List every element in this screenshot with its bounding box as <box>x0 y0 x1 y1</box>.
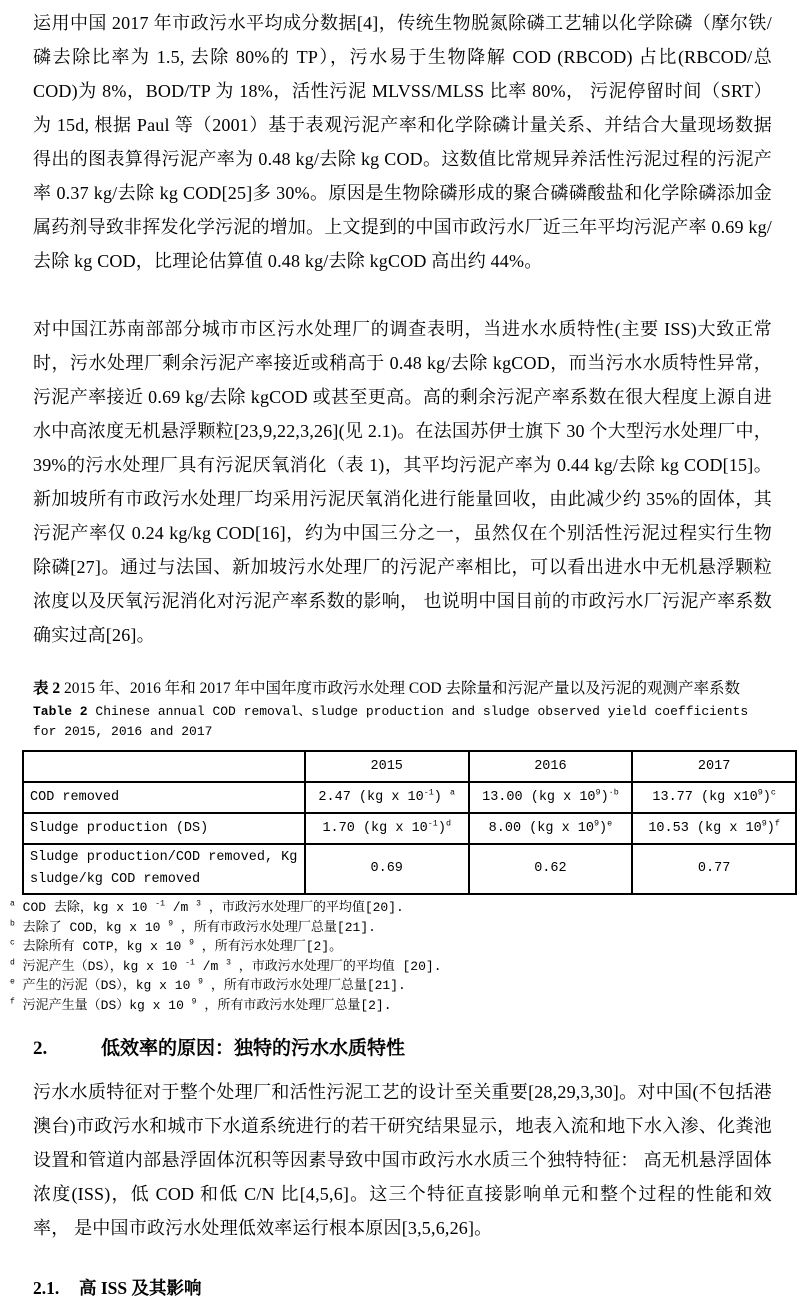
footnote-marker-d: d <box>10 958 15 968</box>
table-caption-en-text: Chinese annual COD removal、sludge production and sludge observed yield coefficients for 2015, 2016 and 2017 <box>33 704 749 739</box>
section-2-heading <box>33 1035 772 1063</box>
footnote-marker-c: c <box>10 938 15 948</box>
table-footnote-f <box>10 996 772 1016</box>
footnote-text-d: 污泥产生（DS），kg x 10 $^{-1}$ /m $^3$ ，市政污水处理厂的平均值 [20]. <box>22 958 442 974</box>
cell-sludge-2017: 10.53 (kg x $10^9)^f$ <box>632 813 796 844</box>
footnote-text-e: 产生的污泥（DS），kg x 10 $^9$ ，所有市政污水处理厂总量[21]. <box>22 977 406 993</box>
cell-cod-2016: 13.00 (kg x $10^9)^{\cdot b}$ <box>469 782 633 813</box>
footnote-marker-a: a <box>10 899 15 909</box>
paragraph-jiangsu-survey: 对中国江苏南部部分城市市区污水处理厂的调查表明，当进水水质特性(主要 ISS)大致正常时，污水处理厂剩余污泥产率接近或稍高于 0.48 kg/去除 kgCOD，而当污水水质特性异常，污泥产率接近 0.69 kg/去除 kgCOD 或甚至更高。高的剩余污泥产率系数在很大程度上源自进水中高浓度无机悬浮颗粒[23,9,22,3,26](见 2.1)。在法国苏伊士旗下 30 个大型污水处理厂中， 39%的污水处理厂具有污泥厌氧消化（表 1)，其平均污泥产率为 0.44 kg/去除 kg COD[15]。新加坡所有市政污水处理厂均采用污泥厌氧消化进行能量回收，由此减少约 35%的固体，其污泥产率仅 0.24 kg/kg COD[16]，约为中国三分之一，虽然仅在个别活性污泥过程实行生物除磷[27]。通过与法国、新加坡污水处理厂的污泥产率相比，可以看出进水中无机悬浮颗粒浓度以及厌氧污泥消化对污泥产率系数的影响， 也说明中国目前的市政污水厂污泥产率系数确实过高[26]。 <box>33 319 772 645</box>
footnote-text-a: COD 去除，kg x 10 $^{-1}$ /m $^3$ ，市政污水处理厂的平均值[20]. <box>22 899 404 915</box>
row-label-sludge-production: Sludge production (DS) <box>23 813 305 844</box>
cell-yield-2017: 0.77 <box>632 844 796 894</box>
table-2-block <box>10 678 780 1015</box>
cell-cod-2017: 13.77 (kg $x10^9)^c$ <box>632 782 796 813</box>
table-footnote-b <box>10 918 772 938</box>
table-header-row <box>23 751 796 782</box>
cell-sludge-2015: 1.70 (kg x $10^{-1})^d$ <box>305 813 469 844</box>
footnote-marker-f: f <box>10 997 15 1007</box>
table-row-sludge-production <box>23 813 796 844</box>
table-footnote-a <box>10 898 772 918</box>
section-2-paragraph: 污水水质特征对于整个处理厂和活性污泥工艺的设计至关重要[28,29,3,30]。对中国(不包括港澳台)市政污水和城市下水道系统进行的若干研究结果显示，地表入流和地下水入渗、化粪池设置和管道内部悬浮固体沉积等因素导致中国市政污水水质三个独特特征： 高无机悬浮固体浓度(ISS)，低 COD 和低 C/N 比[4,5,6]。这三个特征直接影响单元和整个过程的性能和效率， 是中国市政污水处理低效率运行根本原因[3,5,6,26]。 <box>33 1082 772 1238</box>
table-header-2015: 2015 <box>305 751 469 782</box>
section-2-1-title: 高 ISS 及其影响 <box>79 1278 202 1298</box>
footnote-marker-b: b <box>10 919 15 929</box>
footnote-text-c: 去除所有 COTP，kg x 10 $^9$ ，所有污水处理厂[2]。 <box>22 938 343 954</box>
cell-cod-2015: 2.47 (kg x $10^{-1}$) $^a$ <box>305 782 469 813</box>
footnote-marker-e: e <box>10 977 15 987</box>
table-footnote-d <box>10 957 772 977</box>
cell-yield-2016: 0.62 <box>469 844 633 894</box>
footnote-text-b: 去除了 COD，kg x 10 $^9$ ，所有市政污水处理厂总量[21]. <box>22 919 376 935</box>
footnote-text-f: 污泥产生量（DS）kg x 10 $^9$ ，所有市政污水处理厂总量[2]. <box>22 997 392 1013</box>
table-caption-en <box>33 702 772 742</box>
table-header-2016: 2016 <box>469 751 633 782</box>
section-2-1-heading <box>33 1275 772 1301</box>
table-footnotes <box>10 898 772 1015</box>
section-2-1-number: 2.1. <box>33 1278 60 1298</box>
table-header-2017: 2017 <box>632 751 796 782</box>
section-2-title: 低效率的原因：独特的污水水质特性 <box>101 1038 406 1059</box>
table-caption-zh-text: 2015 年、2016 年和 2017 年中国年度市政污水处理 COD 去除量和污泥产量以及污泥的观测产率系数 <box>64 680 740 697</box>
table-footnote-c <box>10 937 772 957</box>
table-footnote-e <box>10 976 772 996</box>
row-label-yield: Sludge production/COD removed, Kg sludge/kg COD removed <box>23 844 305 894</box>
cod-sludge-table <box>22 750 797 895</box>
row-label-cod-removed: COD removed <box>23 782 305 813</box>
table-caption-zh <box>33 678 772 700</box>
table-caption-en-label: Table 2 <box>33 704 88 719</box>
table-row-cod-removed <box>23 782 796 813</box>
table-caption-zh-label: 表 2 <box>33 680 61 697</box>
cell-yield-2015: 0.69 <box>305 844 469 894</box>
paragraph-sludge-yield-theory: 运用中国 2017 年市政污水平均成分数据[4]，传统生物脱氮除磷工艺辅以化学除磷（摩尔铁/磷去除比率为 1.5, 去除 80%的 TP），污水易于生物降解 COD (RBCOD) 占比(RBCOD/总 COD)为 8%，BOD/TP 为 18%，活性污泥 MLVSS/MLSS 比率 80%， 污泥停留时间（SRT）为 15d, 根据 Paul 等（2001）基于表观污泥产率和化学除磷计量关系、并结合大量现场数据得出的图表算得污泥产率为 0.48 kg/去除 kg COD。这数值比常规异养活性污泥过程的污泥产率 0.37 kg/去除 kg COD[25]多 30%。原因是生物除磷形成的聚合磷磷酸盐和化学除磷添加金属药剂导致非挥发化学污泥的增加。上文提到的中国市政污水厂近三年平均污泥产率 0.69 kg/去除 kg COD，比理论估算值 0.48 kg/去除 kgCOD 高出约 44%。 <box>33 13 772 271</box>
table-row-yield-coefficient <box>23 844 796 894</box>
cell-sludge-2016: 8.00 (kg x $10^9)^e$ <box>469 813 633 844</box>
table-header-empty <box>23 751 305 782</box>
section-2-number: 2. <box>33 1038 48 1059</box>
